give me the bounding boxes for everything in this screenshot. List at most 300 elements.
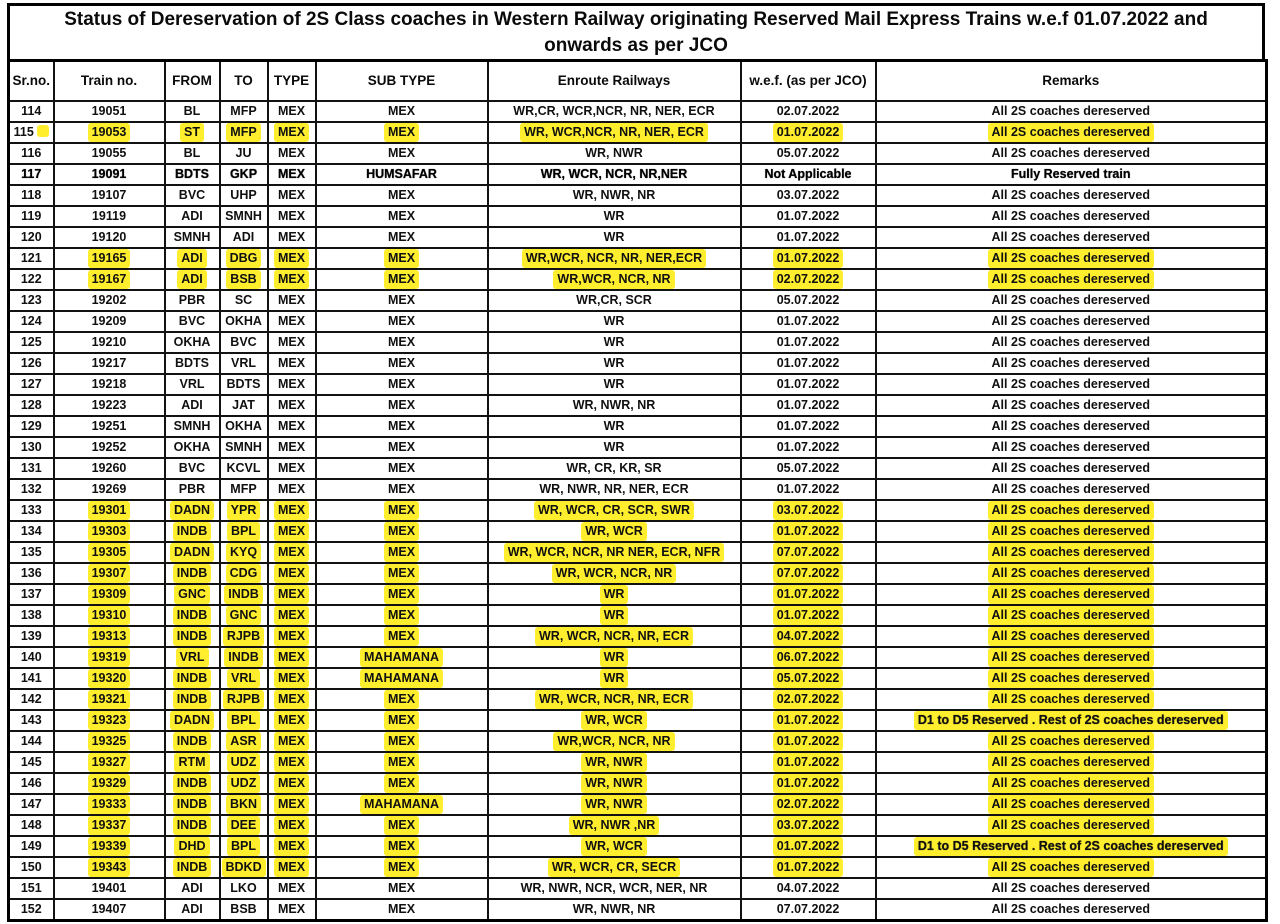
cell-text: All 2S coaches dereserved <box>988 270 1154 289</box>
cell-text: MEX <box>274 606 309 625</box>
cell-train <box>54 668 165 689</box>
cell-train <box>54 584 165 605</box>
cell-text: DBG <box>226 249 262 268</box>
cell-sub <box>316 353 488 374</box>
cell-text: INDB <box>173 816 212 835</box>
cell-to <box>220 878 268 899</box>
cell-text: BSB <box>230 901 257 916</box>
cell-remarks <box>876 185 1267 206</box>
cell-sub <box>316 794 488 815</box>
table-row <box>9 731 1267 752</box>
cell-train <box>54 857 165 878</box>
cell-train <box>54 899 165 921</box>
cell-text: MEX <box>384 774 419 793</box>
cell-sub <box>316 227 488 248</box>
table-row <box>9 899 1267 921</box>
cell-sub <box>316 143 488 164</box>
cell-text: WR <box>600 648 629 667</box>
cell-sr <box>9 374 54 395</box>
cell-text: MEX <box>277 166 306 181</box>
cell-sub <box>316 311 488 332</box>
cell-text: MEX <box>274 123 309 142</box>
cell-text: MEX <box>274 270 309 289</box>
cell-text: 01.07.2022 <box>776 418 840 433</box>
cell-text: 19120 <box>91 229 127 244</box>
cell-sub <box>316 878 488 899</box>
cell-sub <box>316 731 488 752</box>
cell-wef <box>741 521 876 542</box>
cell-from <box>165 101 220 122</box>
cell-wef <box>741 542 876 563</box>
cell-train <box>54 416 165 437</box>
cell-text: VRL <box>231 355 256 370</box>
cell-wef <box>741 416 876 437</box>
cell-sub <box>316 836 488 857</box>
cell-text: WR <box>603 313 625 328</box>
cell-text: 04.07.2022 <box>776 880 840 895</box>
cell-wef <box>741 290 876 311</box>
cell-text: MEX <box>277 145 306 160</box>
cell-remarks <box>876 563 1267 584</box>
cell-train <box>54 563 165 584</box>
cell-to <box>220 563 268 584</box>
cell-text: All 2S coaches dereserved <box>988 585 1154 604</box>
cell-text: All 2S coaches dereserved <box>991 313 1150 328</box>
cell-sr <box>9 752 54 773</box>
cell-from <box>165 185 220 206</box>
cell-wef <box>741 479 876 500</box>
cell-text: 19307 <box>88 564 131 583</box>
cell-sub <box>316 668 488 689</box>
cell-text: MEX <box>277 376 306 391</box>
col-header-enroute: Enroute Railways <box>488 61 741 101</box>
cell-text: MEX <box>274 774 309 793</box>
cell-from <box>165 416 220 437</box>
cell-text: All 2S coaches dereserved <box>988 669 1154 688</box>
cell-text: All 2S coaches dereserved <box>988 627 1154 646</box>
cell-type <box>268 458 316 479</box>
cell-sr <box>9 353 54 374</box>
cell-text: 19051 <box>91 103 127 118</box>
cell-sub <box>316 500 488 521</box>
cell-text: WR, NWR <box>581 753 647 772</box>
cell-text: 01.07.2022 <box>776 439 840 454</box>
cell-type <box>268 437 316 458</box>
cell-text: MEX <box>387 880 416 895</box>
cell-text: ADI <box>181 397 203 412</box>
cell-text: INDB <box>173 795 212 814</box>
cell-to <box>220 773 268 794</box>
cell-type <box>268 290 316 311</box>
cell-sr <box>9 311 54 332</box>
cell-text: WR, WCR <box>581 711 647 730</box>
cell-text: All 2S coaches dereserved <box>991 145 1150 160</box>
col-header-train: Train no. <box>54 61 165 101</box>
cell-text: MFP <box>230 481 257 496</box>
cell-text: 19323 <box>88 711 131 730</box>
cell-text: INDB <box>173 774 212 793</box>
cell-train <box>54 332 165 353</box>
cell-remarks <box>876 374 1267 395</box>
cell-from <box>165 500 220 521</box>
cell-remarks <box>876 122 1267 143</box>
cell-enroute <box>488 668 741 689</box>
cell-type <box>268 815 316 836</box>
cell-text: WR, WCR <box>581 837 647 856</box>
cell-text: WR <box>603 376 625 391</box>
cell-text: WR,WCR, NCR, NR <box>553 732 674 751</box>
page-title <box>7 3 1265 62</box>
cell-text: OKHA <box>225 418 262 433</box>
cell-from <box>165 626 220 647</box>
cell-text: DEE <box>227 816 261 835</box>
cell-text: 19251 <box>91 418 127 433</box>
cell-text: ADI <box>181 901 203 916</box>
cell-text: All 2S coaches dereserved <box>988 564 1154 583</box>
cell-text: 134 <box>20 523 42 538</box>
cell-to <box>220 605 268 626</box>
cell-to <box>220 290 268 311</box>
cell-text: ADI <box>181 208 203 223</box>
cell-text: BVC <box>178 313 206 328</box>
table-row <box>9 206 1267 227</box>
cell-text: WR, WCR, CR, SCR, SWR <box>534 501 694 520</box>
cell-text: BDTS <box>174 166 210 181</box>
cell-text: 19209 <box>91 313 127 328</box>
cell-text: MEX <box>387 208 416 223</box>
col-header-type: TYPE <box>268 61 316 101</box>
cell-wef <box>741 374 876 395</box>
cell-text: MEX <box>277 880 306 895</box>
cell-text: PBR <box>178 481 206 496</box>
cell-enroute <box>488 395 741 416</box>
cell-type <box>268 836 316 857</box>
cell-sr <box>9 773 54 794</box>
cell-text: 19218 <box>91 376 127 391</box>
cell-wef <box>741 269 876 290</box>
cell-text: BPL <box>227 711 260 730</box>
cell-sub <box>316 773 488 794</box>
cell-text: All 2S coaches dereserved <box>991 103 1150 118</box>
cell-sub <box>316 563 488 584</box>
cell-enroute <box>488 311 741 332</box>
cell-train <box>54 647 165 668</box>
cell-train <box>54 479 165 500</box>
cell-text: 01.07.2022 <box>776 355 840 370</box>
cell-enroute <box>488 542 741 563</box>
cell-text: 144 <box>20 733 42 748</box>
cell-wef <box>741 752 876 773</box>
col-header-sub: SUB TYPE <box>316 61 488 101</box>
table-row <box>9 143 1267 164</box>
cell-text: OKHA <box>173 439 211 454</box>
cell-text: MEX <box>277 208 306 223</box>
cell-enroute <box>488 563 741 584</box>
cell-text: 131 <box>20 460 42 475</box>
cell-text: 19165 <box>88 249 131 268</box>
cell-text: MEX <box>277 397 306 412</box>
cell-text: KYQ <box>226 543 261 562</box>
cell-type <box>268 794 316 815</box>
cell-type <box>268 878 316 899</box>
cell-text: 19119 <box>91 208 127 223</box>
col-header-sr: Sr.no. <box>9 61 54 101</box>
cell-text: 01.07.2022 <box>773 732 844 751</box>
cell-text: 19303 <box>88 522 131 541</box>
cell-text: D1 to D5 Reserved . Rest of 2S coaches dereserved <box>914 837 1228 856</box>
cell-text: MEX <box>387 355 416 370</box>
title-line-2: onwards as per JCO <box>544 34 728 56</box>
cell-text: 146 <box>20 775 42 790</box>
cell-remarks <box>876 815 1267 836</box>
cell-text: WR <box>600 669 629 688</box>
header-row <box>9 61 1267 101</box>
cell-wef <box>741 710 876 731</box>
cell-text: 04.07.2022 <box>773 627 844 646</box>
cell-sub <box>316 290 488 311</box>
cell-text: 19337 <box>88 816 131 835</box>
cell-remarks <box>876 773 1267 794</box>
cell-text: WR, WCR, NCR, NR NER, ECR, NFR <box>504 543 725 562</box>
cell-text: ST <box>180 123 204 142</box>
col-header-remarks: Remarks <box>876 61 1267 101</box>
cell-to <box>220 626 268 647</box>
cell-remarks <box>876 668 1267 689</box>
cell-enroute <box>488 458 741 479</box>
cell-type <box>268 416 316 437</box>
cell-text: WR, WCR, NCR, NR,NER <box>540 166 688 181</box>
cell-wef <box>741 605 876 626</box>
table-row <box>9 857 1267 878</box>
cell-sub <box>316 605 488 626</box>
cell-train <box>54 143 165 164</box>
cell-type <box>268 206 316 227</box>
cell-text: 124 <box>20 313 42 328</box>
cell-type <box>268 332 316 353</box>
cell-to <box>220 731 268 752</box>
cell-text: MEX <box>274 585 309 604</box>
cell-text: RTM <box>174 753 209 772</box>
cell-to <box>220 668 268 689</box>
cell-from <box>165 668 220 689</box>
table-row <box>9 836 1267 857</box>
cell-text: All 2S coaches dereserved <box>988 606 1154 625</box>
cell-enroute <box>488 710 741 731</box>
cell-to <box>220 122 268 143</box>
cell-text: 05.07.2022 <box>773 669 844 688</box>
cell-text: 03.07.2022 <box>773 816 844 835</box>
cell-sr <box>9 395 54 416</box>
cell-from <box>165 143 220 164</box>
cell-text: Not Applicable <box>764 166 852 181</box>
cell-from <box>165 269 220 290</box>
cell-from <box>165 794 220 815</box>
cell-text: All 2S coaches dereserved <box>988 774 1154 793</box>
cell-text: BL <box>183 103 201 118</box>
cell-text: 126 <box>20 355 42 370</box>
cell-enroute <box>488 437 741 458</box>
table-row <box>9 416 1267 437</box>
cell-remarks <box>876 647 1267 668</box>
cell-text: MEX <box>384 123 419 142</box>
cell-text: INDB <box>173 522 212 541</box>
cell-sr <box>9 500 54 521</box>
cell-from <box>165 248 220 269</box>
cell-text: 01.07.2022 <box>773 585 844 604</box>
cell-text: MEX <box>384 501 419 520</box>
cell-text: 19329 <box>88 774 131 793</box>
cell-text: MEX <box>274 564 309 583</box>
cell-type <box>268 479 316 500</box>
cell-text: 19217 <box>91 355 127 370</box>
cell-text: 19202 <box>91 292 127 307</box>
cell-text: All 2S coaches dereserved <box>991 376 1150 391</box>
cell-remarks <box>876 227 1267 248</box>
cell-type <box>268 164 316 185</box>
cell-remarks <box>876 248 1267 269</box>
cell-text: MEX <box>384 732 419 751</box>
cell-wef <box>741 647 876 668</box>
cell-text: MEX <box>274 669 309 688</box>
cell-sub <box>316 479 488 500</box>
cell-sr <box>9 731 54 752</box>
cell-from <box>165 857 220 878</box>
cell-enroute <box>488 416 741 437</box>
cell-type <box>268 731 316 752</box>
cell-enroute <box>488 248 741 269</box>
cell-text: MEX <box>387 313 416 328</box>
cell-remarks <box>876 458 1267 479</box>
cell-sub <box>316 416 488 437</box>
cell-text: MEX <box>277 439 306 454</box>
cell-to <box>220 374 268 395</box>
cell-text: 128 <box>20 397 42 412</box>
cell-text: All 2S coaches dereserved <box>991 208 1150 223</box>
cell-to <box>220 458 268 479</box>
cell-sub <box>316 122 488 143</box>
cell-sr <box>9 143 54 164</box>
cell-text: MEX <box>277 292 306 307</box>
cell-to <box>220 710 268 731</box>
cell-enroute <box>488 584 741 605</box>
cell-text: MEX <box>387 376 416 391</box>
cell-text: 133 <box>20 502 42 517</box>
cell-from <box>165 773 220 794</box>
cell-text: 19325 <box>88 732 131 751</box>
cell-text: 150 <box>20 859 42 874</box>
cell-text: WR, WCR, NCR, NR, ECR <box>535 627 693 646</box>
cell-text: MEX <box>277 418 306 433</box>
cell-train <box>54 353 165 374</box>
cell-sub <box>316 164 488 185</box>
cell-text: MAHAMANA <box>360 648 443 667</box>
cell-sub <box>316 395 488 416</box>
cell-text: UHP <box>230 187 257 202</box>
table-row <box>9 311 1267 332</box>
cell-text: WR, NWR <box>585 145 643 160</box>
cell-text: All 2S coaches dereserved <box>991 460 1150 475</box>
cell-text: 05.07.2022 <box>776 292 840 307</box>
cell-text: WR,WCR, NCR, NR, NER,ECR <box>522 249 706 268</box>
cell-text: 01.07.2022 <box>773 522 844 541</box>
cell-type <box>268 773 316 794</box>
cell-type <box>268 626 316 647</box>
cell-text: 149 <box>20 838 42 853</box>
cell-text: 01.07.2022 <box>773 837 844 856</box>
cell-text: BVC <box>178 187 206 202</box>
cell-text: 125 <box>20 334 42 349</box>
cell-text: 135 <box>20 544 42 559</box>
cell-text: ADI <box>232 229 255 244</box>
cell-from <box>165 353 220 374</box>
cell-from <box>165 311 220 332</box>
cell-text: MEX <box>277 187 306 202</box>
cell-text: MEX <box>384 690 419 709</box>
cell-text: SMNH <box>173 418 211 433</box>
cell-text: 116 <box>21 145 42 160</box>
cell-text: All 2S coaches dereserved <box>988 501 1154 520</box>
cell-text: 19333 <box>88 795 131 814</box>
cell-text: MEX <box>277 355 306 370</box>
cell-sub <box>316 458 488 479</box>
cell-sub <box>316 857 488 878</box>
cell-remarks <box>876 542 1267 563</box>
table-row <box>9 815 1267 836</box>
cell-from <box>165 836 220 857</box>
cell-text: WR, WCR, CR, SECR <box>548 858 680 877</box>
cell-wef <box>741 584 876 605</box>
cell-text: 129 <box>20 418 42 433</box>
cell-text: 19260 <box>91 460 127 475</box>
cell-sr <box>9 815 54 836</box>
cell-text: WR, WCR,NCR, NR, NER, ECR <box>520 123 708 142</box>
cell-text: 02.07.2022 <box>773 690 844 709</box>
cell-text: All 2S coaches dereserved <box>991 481 1150 496</box>
cell-sr <box>9 269 54 290</box>
cell-sr <box>9 626 54 647</box>
cell-text: 01.07.2022 <box>773 753 844 772</box>
table-row <box>9 479 1267 500</box>
cell-to <box>220 584 268 605</box>
cell-text: INDB <box>173 564 212 583</box>
cell-text: INDB <box>173 690 212 709</box>
cell-text: 139 <box>20 628 42 643</box>
cell-type <box>268 395 316 416</box>
cell-text: MEX <box>384 858 419 877</box>
table-row <box>9 269 1267 290</box>
cell-text: 143 <box>20 712 42 727</box>
cell-text: WR <box>600 606 629 625</box>
cell-from <box>165 290 220 311</box>
cell-remarks <box>876 731 1267 752</box>
cell-text: 19053 <box>88 123 131 142</box>
cell-sr <box>9 794 54 815</box>
cell-text: All 2S coaches dereserved <box>988 753 1154 772</box>
cell-text: 01.07.2022 <box>776 397 840 412</box>
cell-sr <box>9 584 54 605</box>
cell-text: VRL <box>227 669 260 688</box>
cell-to <box>220 353 268 374</box>
cell-enroute <box>488 689 741 710</box>
cell-text: MEX <box>384 606 419 625</box>
cell-text: UDZ <box>227 753 261 772</box>
cell-wef <box>741 143 876 164</box>
cell-sr <box>9 332 54 353</box>
table-row <box>9 353 1267 374</box>
cell-enroute <box>488 815 741 836</box>
cell-text: MEX <box>387 418 416 433</box>
cell-wef <box>741 857 876 878</box>
